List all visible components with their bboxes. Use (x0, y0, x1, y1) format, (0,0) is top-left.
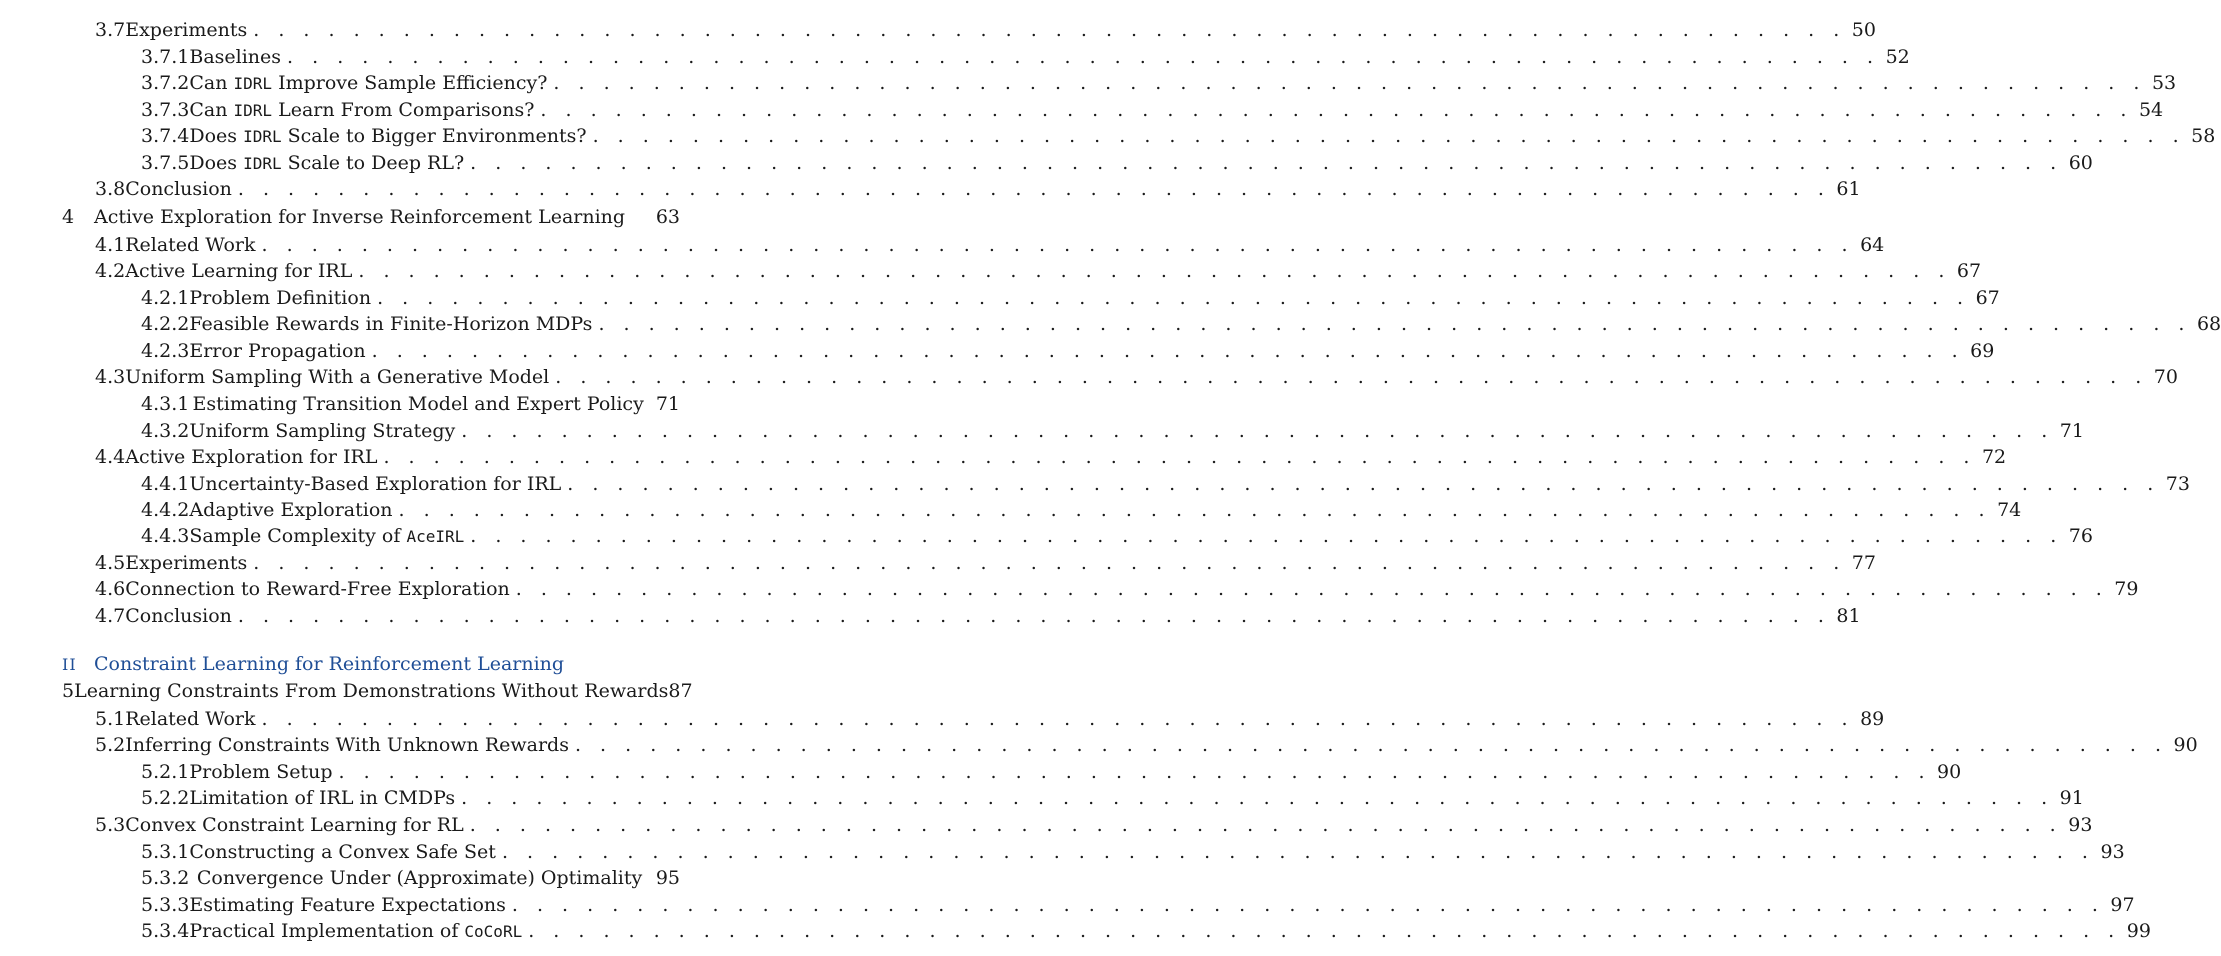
toc-page-number: 74 (1997, 499, 2022, 521)
toc-title: Convergence Under (Approximate) Optimality (196, 867, 643, 889)
toc-number: 5.3.3 (141, 894, 190, 916)
toc-number: 3.7 (95, 19, 126, 41)
toc-page-number: 69 (1970, 340, 1995, 362)
toc-title: Related Work (125, 708, 256, 730)
toc-number: II (62, 655, 77, 674)
toc-page-number: 67 (1956, 260, 1982, 282)
toc-number: 4.3.2 (141, 420, 190, 442)
dot-leader: . . . . . . . . . . . . . . . . . . . . . . . . . . . . . . . . . . . . . . . . . . . . . . . . . . . . . . . . . . . . . . . . (237, 178, 1831, 200)
dot-leader: . . . . . . . . . . . . . . . . . . . . . . . . . . . . . . . . . . . . . . . . . . . . . . . . . . . . . . . . . . . . . . . . (461, 787, 2054, 809)
toc-title-text: Learn From Comparisons? (272, 99, 535, 121)
toc-title: Constructing a Convex Safe Set (189, 841, 496, 863)
toc-title: Active Exploration for Inverse Reinforcement Learning (94, 206, 626, 228)
toc-section[interactable] (95, 232, 1885, 258)
dot-leader: . . . . . . . . . . . . . . . . . . . . . . . . . . . . . . . . . . . . . . . . . . . . . . . . . . . . . . . . . . . . . . . . (501, 841, 2095, 863)
toc-number: 4.5 (95, 552, 126, 574)
toc-subsection[interactable] (141, 523, 2093, 549)
toc-page-number: 89 (1860, 708, 1885, 730)
toc-page-number: 67 (1975, 287, 2000, 309)
toc-section[interactable] (95, 550, 1876, 576)
toc-page-number: 52 (1885, 46, 1910, 68)
toc-page-number: 53 (2151, 72, 2177, 94)
toc-section[interactable] (95, 176, 1861, 202)
toc-page-number: 93 (2100, 841, 2125, 863)
toc-title: Problem Setup (189, 761, 333, 783)
toc-page-number: 81 (1836, 605, 1861, 627)
toc-page-number: 87 (668, 680, 693, 702)
toc-title-text: Scale to Bigger Environments? (281, 125, 587, 147)
toc-subsection[interactable] (141, 865, 680, 891)
toc-subsection[interactable] (141, 839, 2125, 865)
toc-page-number: 79 (2114, 578, 2139, 600)
toc-subsection[interactable] (141, 150, 2093, 176)
toc-title-text: Can (189, 72, 234, 94)
toc-number: 4.4.2 (141, 499, 190, 521)
toc-page-number: 50 (1851, 19, 1876, 41)
toc-number: 3.7.5 (141, 152, 190, 174)
toc-title-code: CoCoRL (464, 922, 523, 941)
toc-page-number: 95 (655, 867, 680, 889)
toc-number: 4.2.3 (141, 340, 190, 362)
toc-number: 4.1 (95, 234, 126, 256)
toc-page-number: 72 (1981, 446, 2007, 468)
toc-subsection[interactable] (141, 70, 2177, 96)
toc-title: Uncertainty-Based Exploration for IRL (189, 473, 562, 495)
toc-page-number: 58 (2191, 125, 2216, 147)
toc-page-number: 68 (2196, 313, 2221, 335)
toc-title-code: IDRL (243, 154, 282, 173)
dot-leader: . . . . . . . . . . . . . . . . . . . . . . . . . . . . . . . . . . . . . . . . . . . . . . . . . . . . . . . . . . . . . . . . (511, 894, 2105, 916)
dot-leader: . . . . . . . . . . . . . . . . . . . . . . . . . . . . . . . . . . . . . . . . . . . . . . . . . . . . . . . . . . . . . . . . (461, 420, 2054, 442)
dot-leader: . . . . . . . . . . . . . . . . . . . . . . . . . . . . . . . . . . . . . . . . . . . . . . . . . . . . . . . . . . . . . . . . (555, 366, 2148, 388)
dot-leader: . . . . . . . . . . . . . . . . . . . . . . . . . . . . . . . . . . . . . . . . . . . . . . . . . . . . . . . . . . . . . . . . (592, 125, 2186, 147)
dot-leader: . . . . . . . . . . . . . . . . . . . . . . . . . . . . . . . . . . . . . . . . . . . . . . . . . . . . . . . . . . . . . . . . (287, 46, 1880, 68)
dot-leader: . . . . . . . . . . . . . . . . . . . . . . . . . . . . . . . . . . . . . . . . . . . . . . . . . . . . . . . . . . . . . . . . (398, 499, 1992, 521)
dot-leader: . . . . . . . . . . . . . . . . . . . . . . . . . . . . . . . . . . . . . . . . . . . . . . . . . . . . . . . . . . . . . . . . (371, 340, 1965, 362)
dot-leader: . . . . . . . . . . . . . . . . . . . . . . . . . . . . . . . . . . . . . . . . . . . . . . . . . . . . . . . . . . . . . . . . (574, 734, 2168, 756)
toc-title (189, 97, 534, 124)
toc-number: 5.2.2 (141, 787, 190, 809)
toc-section[interactable] (95, 17, 1876, 43)
toc-title-text: Sample Complexity of (189, 525, 407, 547)
toc-section[interactable] (95, 706, 1885, 732)
toc-subsection[interactable] (141, 759, 1962, 785)
toc-page-number: 71 (655, 393, 680, 415)
toc-chapter[interactable] (62, 678, 693, 704)
toc-title: Conclusion (125, 605, 232, 627)
dot-leader: . . . . . . . . . . . . . . . . . . . . . . . . . . . . . . . . . . . . . . . . . . . . . . . . . . . . . . . . . . . . . . . . (540, 99, 2133, 121)
toc-title (189, 150, 464, 177)
toc-number: 3.7.1 (141, 46, 190, 68)
toc-title-text: Practical Implementation of (189, 920, 465, 942)
toc-number: 4.6 (95, 578, 126, 600)
toc-title: Active Exploration for IRL (125, 446, 378, 468)
toc-number: 5.1 (95, 708, 126, 730)
toc-subsection[interactable] (141, 338, 1995, 364)
toc-title (189, 70, 547, 97)
toc-page-number: 54 (2138, 99, 2164, 121)
dot-leader: . . . . . . . . . . . . . . . . . . . . . . . . . . . . . . . . . . . . . . . . . . . . . . . . . . . . . . . . . . . . . . . . (383, 446, 1976, 468)
toc-number: 3.8 (95, 178, 126, 200)
toc-subsection[interactable] (141, 471, 2190, 497)
toc-subsection[interactable] (141, 311, 2221, 337)
toc-number: 4 (62, 206, 75, 228)
dot-leader: . . . . . . . . . . . . . . . . . . . . . . . . . . . . . . . . . . . . . . . . . . . . . . . . . . . . . . . . . . . . . . . . (528, 920, 2121, 942)
toc-section[interactable] (95, 603, 1861, 629)
toc-subsection[interactable] (141, 892, 2135, 918)
toc-number: 3.7.3 (141, 99, 190, 121)
toc-subsection[interactable] (141, 418, 2084, 444)
toc-title: Convex Constraint Learning for RL (125, 814, 464, 836)
toc-part[interactable] (62, 651, 680, 677)
toc-title-text: Improve Sample Efficiency? (272, 72, 548, 94)
toc-title: Related Work (125, 234, 256, 256)
toc-title: Uniform Sampling With a Generative Model (125, 366, 550, 388)
dot-leader: . . . . . . . . . . . . . . . . . . . . . . . . . . . . . . . . . . . . . . . . . . . . . . . . . . . . . . . . . . . . . . . . (358, 260, 1951, 282)
toc-title: Limitation of IRL in CMDPs (189, 787, 456, 809)
toc-number: 4.3.1 (141, 393, 190, 415)
toc-page-number: 64 (1860, 234, 1885, 256)
toc-title: Estimating Feature Expectations (189, 894, 506, 916)
toc-chapter[interactable] (62, 204, 680, 230)
toc-title: Feasible Rewards in Finite-Horizon MDPs (189, 313, 593, 335)
toc-subsection[interactable] (141, 785, 2084, 811)
toc-title-text: Can (189, 99, 234, 121)
dot-leader: . . . . . . . . . . . . . . . . . . . . . . . . . . . . . . . . . . . . . . . . . . . . . . . . . . . . . . . . . . . . . . . . (261, 708, 1855, 730)
toc-section[interactable] (95, 258, 1982, 284)
toc-number: 4.2.2 (141, 313, 190, 335)
toc-number: 4.2.1 (141, 287, 190, 309)
dot-leader: . . . . . . . . . . . . . . . . . . . . . . . . . . . . . . . . . . . . . . . . . . . . . . . . . . . . . . . . . . . . . . . . (377, 287, 1970, 309)
toc-subsection[interactable] (141, 123, 2216, 149)
toc-title: Connection to Reward-Free Exploration (125, 578, 510, 600)
toc-number: 5.3.4 (141, 920, 190, 942)
dot-leader: . . . . . . . . . . . . . . . . . . . . . . . . . . . . . . . . . . . . . . . . . . . . . . . . . . . . . . . . . . . . . . . . (567, 473, 2160, 495)
toc-title-text: Scale to Deep RL? (281, 152, 465, 174)
toc-page-number: 99 (2126, 920, 2151, 942)
toc-title: Problem Definition (189, 287, 372, 309)
toc-page-number: 77 (1851, 552, 1876, 574)
toc-title (189, 123, 586, 150)
toc-number: 5 (62, 680, 75, 702)
toc-page-number: 60 (2068, 152, 2093, 174)
toc-number: 4.4.1 (141, 473, 190, 495)
toc-number: 5.3 (95, 814, 126, 836)
toc-title: Inferring Constraints With Unknown Rewards (125, 734, 569, 756)
toc-title (189, 918, 522, 945)
toc-title: Experiments (125, 552, 248, 574)
toc-page-number: 76 (2068, 525, 2093, 547)
toc-page-number: 73 (2165, 473, 2190, 495)
toc-title: Experiments (125, 19, 248, 41)
toc-page-number: 90 (1937, 761, 1962, 783)
toc-subsection[interactable] (141, 391, 680, 417)
dot-leader: . . . . . . . . . . . . . . . . . . . . . . . . . . . . . . . . . . . . . . . . . . . . . . . . . . . . . . . . . . . . . . . . (253, 552, 1846, 574)
toc-number: 3.7.4 (141, 125, 190, 147)
dot-leader: . . . . . . . . . . . . . . . . . . . . . . . . . . . . . . . . . . . . . . . . . . . . . . . . . . . . . . . . . . . . . . . . (338, 761, 1932, 783)
toc-subsection[interactable] (141, 918, 2151, 944)
dot-leader: . . . . . . . . . . . . . . . . . . . . . . . . . . . . . . . . . . . . . . . . . . . . . . . . . . . . . . . . . . . . . . . . (470, 152, 2063, 174)
toc-subsection[interactable] (141, 44, 1910, 70)
toc-page-number: 93 (2068, 814, 2093, 836)
toc-subsection[interactable] (141, 97, 2164, 123)
toc-page-number: 70 (2153, 366, 2178, 388)
toc-subsection[interactable] (141, 497, 2022, 523)
dot-leader: . . . . . . . . . . . . . . . . . . . . . . . . . . . . . . . . . . . . . . . . . . . . . . . . . . . . . . . . . . . . . . . . (470, 525, 2063, 547)
dot-leader: . . . . . . . . . . . . . . . . . . . . . . . . . . . . . . . . . . . . . . . . . . . . . . . . . . . . . . . . . . . . . . . . (515, 578, 2109, 600)
toc-section[interactable] (95, 732, 2198, 758)
toc-page-number: 97 (2110, 894, 2135, 916)
toc-page-number: 61 (1836, 178, 1861, 200)
toc-number: 4.2 (95, 260, 126, 282)
dot-leader: . . . . . . . . . . . . . . . . . . . . . . . . . . . . . . . . . . . . . . . . . . . . . . . . . . . . . . . . . . . . . . . . (237, 605, 1831, 627)
toc-section[interactable] (95, 364, 2178, 390)
toc-number: 4.3 (95, 366, 126, 388)
toc-title: Conclusion (125, 178, 232, 200)
dot-leader: . . . . . . . . . . . . . . . . . . . . . . . . . . . . . . . . . . . . . . . . . . . . . . . . . . . . . . . . . . . . . . . . (553, 72, 2146, 94)
dot-leader: . . . . . . . . . . . . . . . . . . . . . . . . . . . . . . . . . . . . . . . . . . . . . . . . . . . . . . . . . . . . . . . . (253, 19, 1846, 41)
toc-title-code: AceIRL (406, 527, 465, 546)
toc-number: 4.7 (95, 605, 126, 627)
toc-title-text: Does (189, 152, 244, 174)
dot-leader: . . . . . . . . . . . . . . . . . . . . . . . . . . . . . . . . . . . . . . . . . . . . . . . . . . . . . . . . . . . . . . . . (261, 234, 1855, 256)
toc-page-number: 90 (2173, 734, 2198, 756)
toc-page-number: 91 (2059, 787, 2084, 809)
toc-number: 4.4.3 (141, 525, 190, 547)
toc-number: 5.3.2 (141, 867, 190, 889)
toc-title: Estimating Transition Model and Expert Policy (192, 393, 644, 415)
toc-number: 5.2 (95, 734, 126, 756)
toc-title: Uniform Sampling Strategy (189, 420, 456, 442)
toc-title (189, 523, 464, 550)
toc-title: Learning Constraints From Demonstrations Without Rewards (74, 680, 669, 702)
toc-title: Error Propagation (189, 340, 366, 362)
toc-title-code: IDRL (243, 127, 282, 146)
toc-title: Baselines (189, 46, 282, 68)
toc-title: Active Learning for IRL (125, 260, 353, 282)
toc-page-number: 71 (2059, 420, 2084, 442)
toc-page-number: 63 (655, 206, 680, 228)
toc-title: Constraint Learning for Reinforcement Learning (94, 653, 565, 675)
toc-subsection[interactable] (141, 285, 2000, 311)
dot-leader: . . . . . . . . . . . . . . . . . . . . . . . . . . . . . . . . . . . . . . . . . . . . . . . . . . . . . . . . . . . . . . . . (598, 313, 2191, 335)
toc-section[interactable] (95, 576, 2139, 602)
toc-section[interactable] (95, 812, 2093, 838)
toc-number: 5.2.1 (141, 761, 190, 783)
toc-title: Adaptive Exploration (189, 499, 393, 521)
toc-title-text: Does (189, 125, 244, 147)
dot-leader: . . . . . . . . . . . . . . . . . . . . . . . . . . . . . . . . . . . . . . . . . . . . . . . . . . . . . . . . . . . . . . . . (469, 814, 2063, 836)
toc-title-code: IDRL (233, 101, 273, 120)
toc-number: 4.4 (95, 446, 126, 468)
toc-number: 3.7.2 (141, 72, 190, 94)
toc-section[interactable] (95, 444, 2007, 470)
toc-title-code: IDRL (233, 74, 273, 93)
toc-number: 5.3.1 (141, 841, 190, 863)
